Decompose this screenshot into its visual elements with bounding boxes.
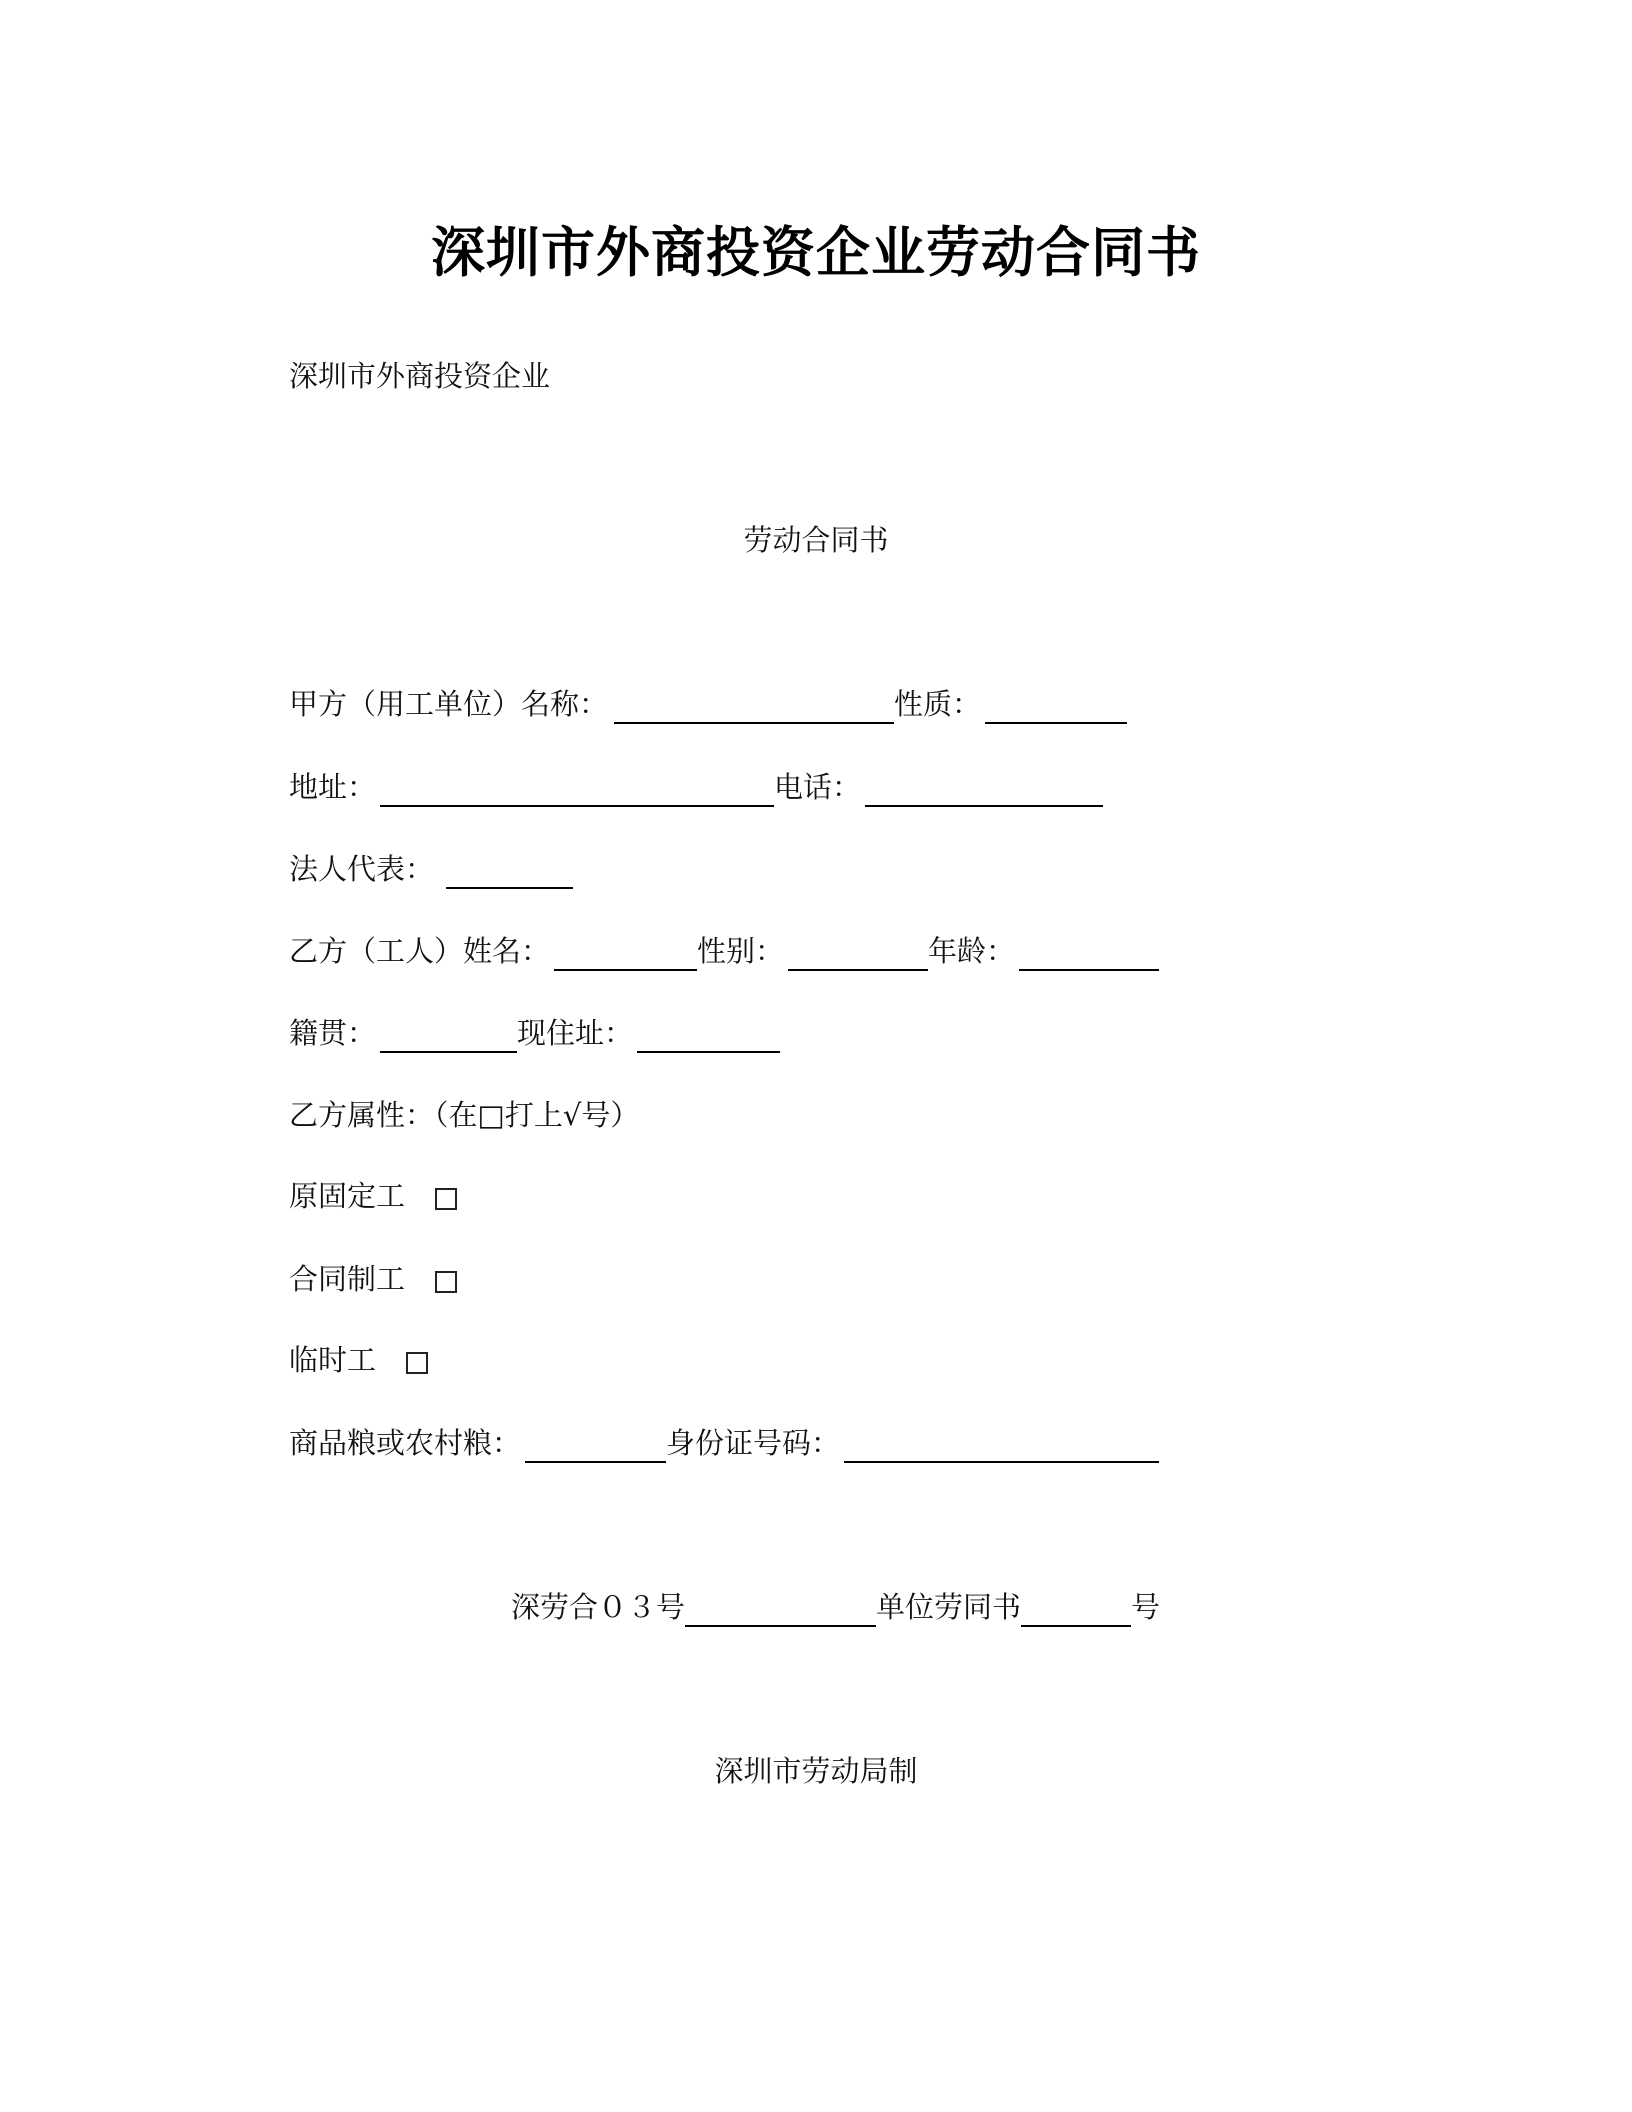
- party-b-grain-field[interactable]: [525, 1429, 666, 1463]
- party-b-id-label: 身份证号码：: [666, 1426, 841, 1460]
- party-a-address-row: [289, 767, 1103, 807]
- party-b-age-field[interactable]: [1019, 937, 1159, 971]
- party-a-name-row: [289, 684, 1127, 724]
- party-b-grain-row: [289, 1423, 1159, 1463]
- party-b-residence-label: 现住址：: [517, 1016, 634, 1050]
- contract-number-suffix: 号: [1131, 1590, 1161, 1624]
- party-a-phone-field[interactable]: [865, 773, 1103, 807]
- issuer-text: 深圳市劳动局制: [714, 1754, 918, 1788]
- party-b-residence-field[interactable]: [637, 1019, 780, 1053]
- checkbox-contract-worker[interactable]: [435, 1271, 457, 1293]
- checkbox-fixed-worker[interactable]: [435, 1188, 457, 1210]
- party-a-phone-label: 电话：: [774, 770, 862, 804]
- party-a-nature-label: 性质：: [894, 687, 982, 721]
- legal-rep-row: [289, 849, 573, 889]
- employer-type-heading: [289, 356, 550, 396]
- party-b-grain-label: 商品粮或农村粮：: [289, 1426, 522, 1460]
- party-b-origin-row: [289, 1013, 780, 1053]
- contract-number-row: [511, 1587, 1160, 1627]
- contract-number-middle: 单位劳同书: [876, 1590, 1022, 1624]
- legal-rep-label: 法人代表：: [289, 852, 435, 886]
- party-b-attribute-row: [289, 1095, 639, 1135]
- option-label-contract: 合同制工: [289, 1262, 406, 1296]
- party-b-attribute-label: 乙方属性：（在□打上√号）: [289, 1098, 640, 1132]
- party-b-name-field[interactable]: [554, 937, 697, 971]
- contract-unit-field[interactable]: [685, 1593, 876, 1627]
- party-b-name-row: [289, 931, 1159, 971]
- contract-number-prefix: 深劳合０３号: [511, 1590, 686, 1624]
- party-a-address-field[interactable]: [380, 773, 774, 807]
- contract-heading: 劳动合同书: [743, 523, 889, 557]
- option-row-fixed: [289, 1176, 457, 1216]
- party-b-origin-label: 籍贯：: [289, 1016, 377, 1050]
- party-b-gender-label: 性别：: [697, 934, 785, 968]
- party-a-name-field[interactable]: [614, 690, 894, 724]
- party-b-id-field[interactable]: [844, 1429, 1159, 1463]
- party-b-name-label: 乙方（工人）姓名：: [289, 934, 551, 968]
- party-a-name-label: 甲方（用工单位）名称：: [289, 687, 609, 721]
- party-b-origin-field[interactable]: [380, 1019, 517, 1053]
- party-a-nature-field[interactable]: [985, 690, 1127, 724]
- employer-type-text: 深圳市外商投资企业: [289, 359, 551, 393]
- document-title: 深圳市外商投资企业劳动合同书: [431, 221, 1201, 284]
- party-b-age-label: 年龄：: [928, 934, 1016, 968]
- option-row-contract: [289, 1259, 457, 1299]
- legal-rep-field[interactable]: [446, 855, 573, 889]
- option-row-temporary: [289, 1340, 428, 1380]
- party-a-address-label: 地址：: [289, 770, 377, 804]
- party-b-gender-field[interactable]: [788, 937, 928, 971]
- contract-number-field[interactable]: [1021, 1593, 1131, 1627]
- option-label-fixed: 原固定工: [289, 1179, 406, 1213]
- option-label-temporary: 临时工: [289, 1343, 377, 1377]
- checkbox-temporary-worker[interactable]: [406, 1352, 428, 1374]
